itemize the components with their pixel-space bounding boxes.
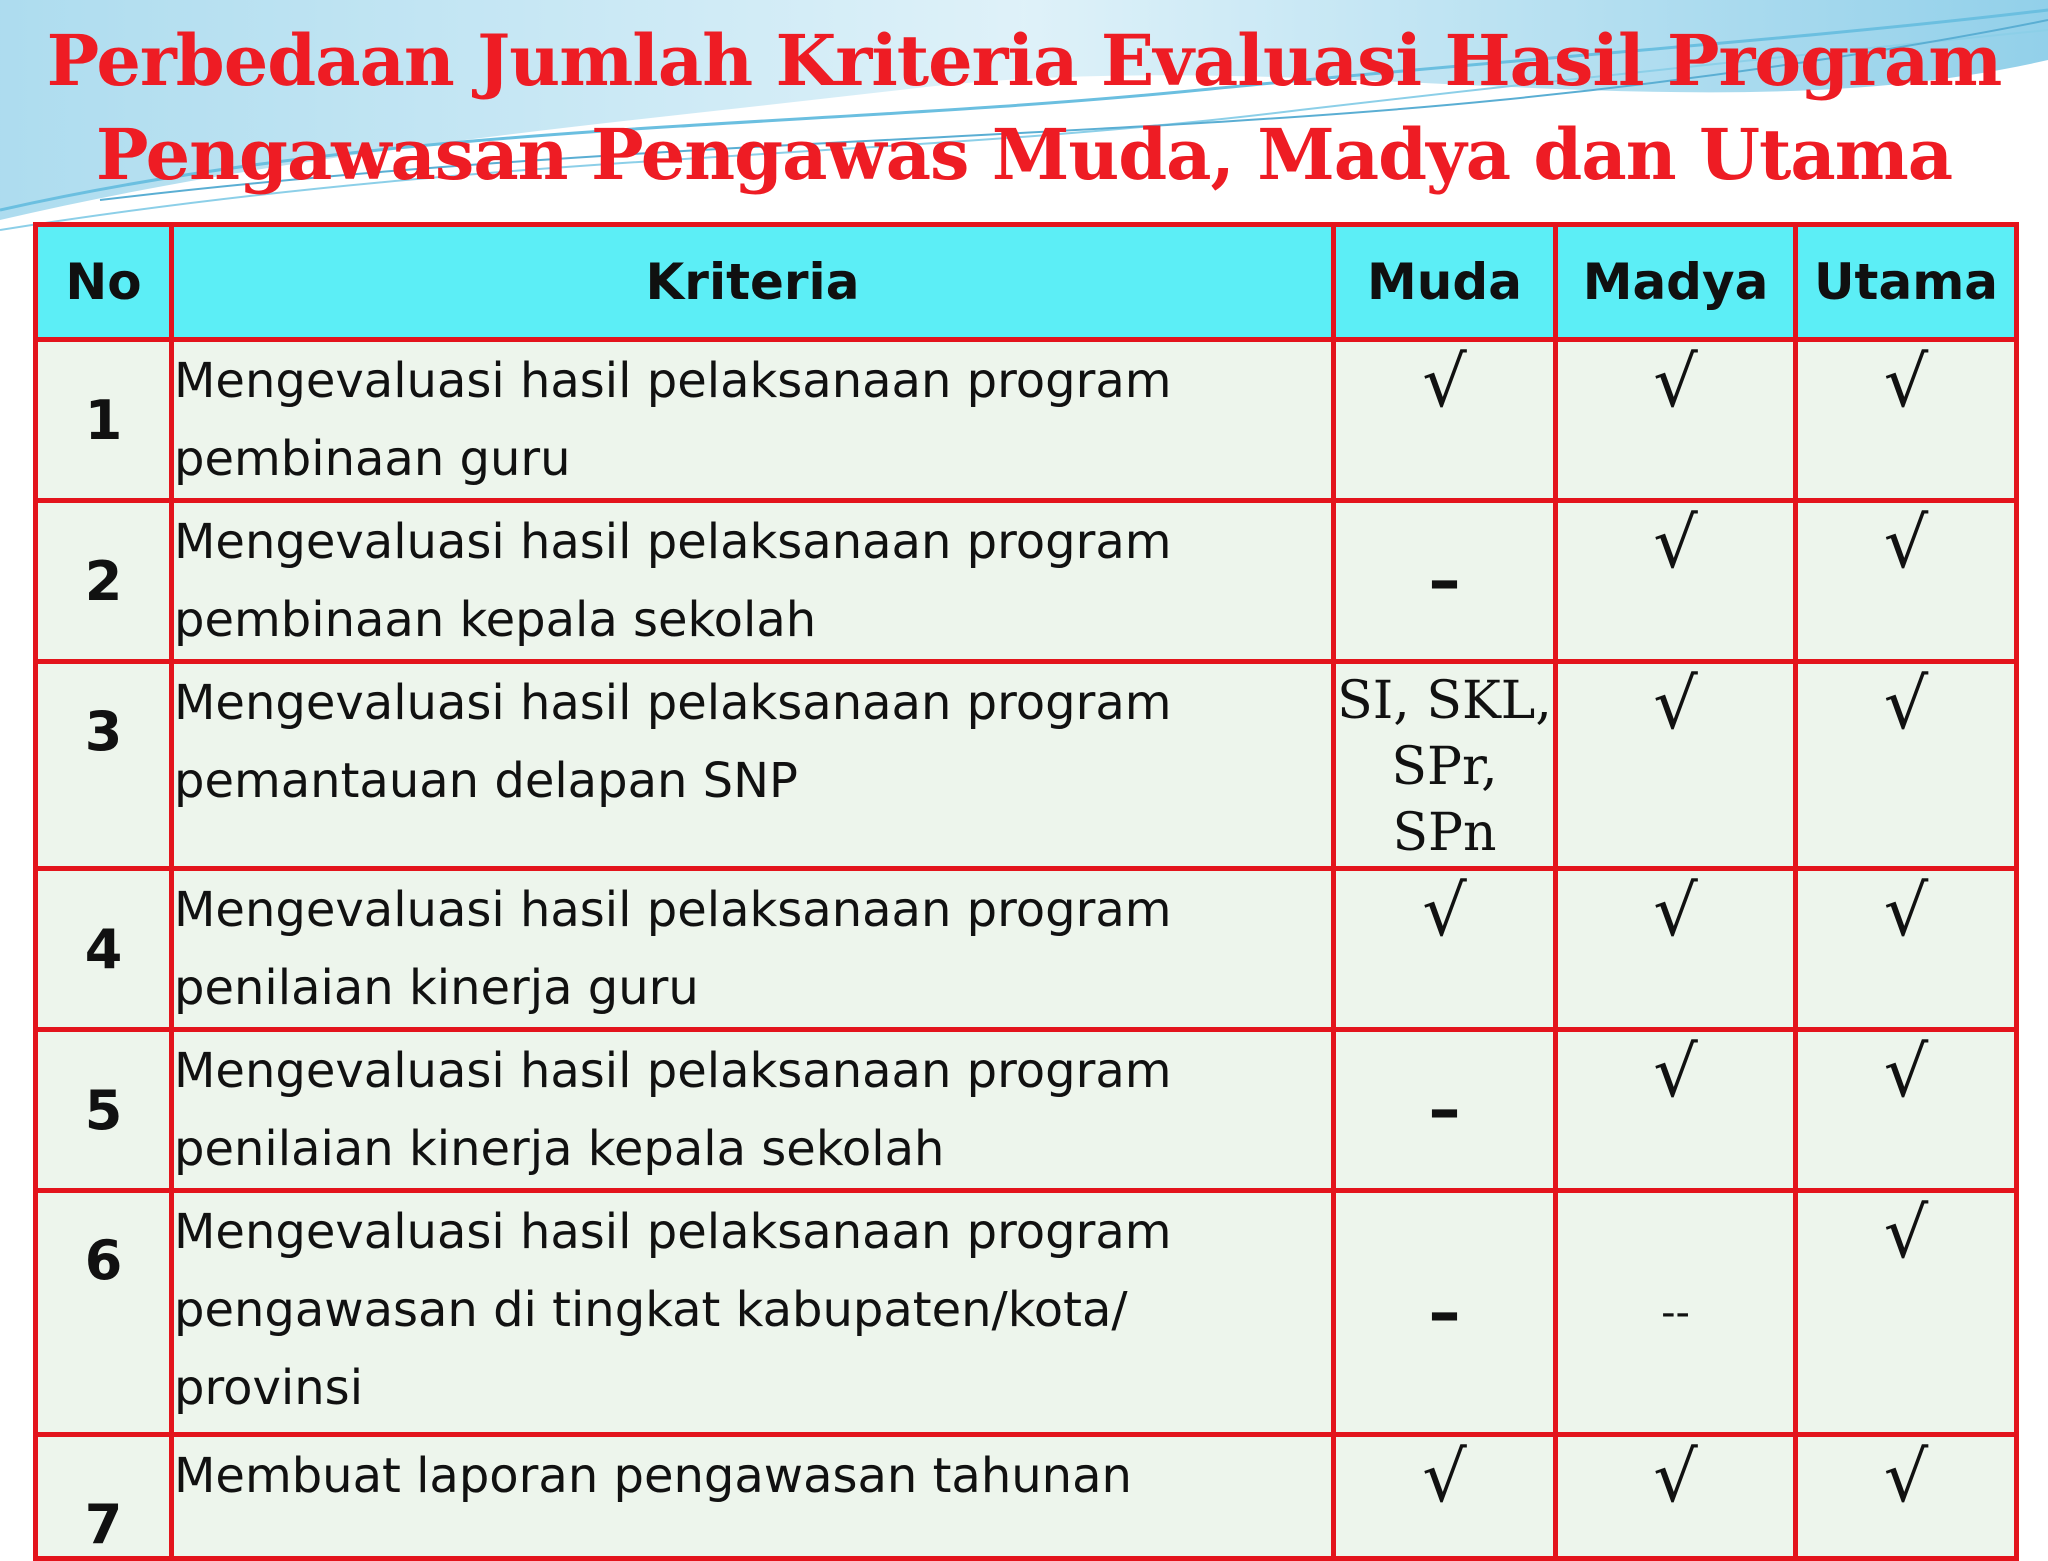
row-number: 1 [36, 340, 172, 501]
criteria-line: Mengevaluasi hasil pelaksanaan program [174, 1043, 1172, 1099]
criteria-line: pemantauan delapan SNP [174, 753, 798, 809]
criteria-text [172, 869, 1334, 1030]
header-muda: Muda [1334, 225, 1556, 340]
utama-check: √ [1796, 501, 2017, 662]
table-row [36, 1435, 2017, 1559]
criteria-text [172, 1030, 1334, 1191]
criteria-line: penilaian kinerja kepala sekolah [174, 1121, 945, 1177]
criteria-line: pengawasan di tingkat kabupaten/kota/ provinsi [174, 1282, 1128, 1416]
criteria-text [172, 1191, 1334, 1435]
table-row [36, 662, 2017, 869]
muda-check: √ [1334, 340, 1556, 501]
slide-title [0, 14, 2048, 202]
criteria-text [172, 340, 1334, 501]
muda-check: √ [1334, 869, 1556, 1030]
utama-check: √ [1796, 1191, 2017, 1435]
criteria-line: Mengevaluasi hasil pelaksanaan program [174, 353, 1172, 409]
table-header-row [36, 225, 2017, 340]
header-kriteria: Kriteria [172, 225, 1334, 340]
utama-check: √ [1796, 869, 2017, 1030]
table-row [36, 1191, 2017, 1435]
muda-check: √ [1334, 1435, 1556, 1559]
row-number: 6 [36, 1191, 172, 1435]
row-number: 4 [36, 869, 172, 1030]
criteria-line: Mengevaluasi hasil pelaksanaan program [174, 675, 1172, 731]
muda-standards-line: SPn [1392, 803, 1497, 863]
criteria-line: Membuat laporan pengawasan tahunan [174, 1448, 1132, 1504]
criteria-line: Mengevaluasi hasil pelaksanaan program [174, 882, 1172, 938]
madya-check: √ [1556, 662, 1796, 869]
muda-standards-line: SI, SKL, [1337, 671, 1552, 731]
table-row [36, 869, 2017, 1030]
criteria-line: Mengevaluasi hasil pelaksanaan program [174, 514, 1172, 570]
row-number: 5 [36, 1030, 172, 1191]
utama-check: √ [1796, 662, 2017, 869]
criteria-line: penilaian kinerja guru [174, 960, 699, 1016]
criteria-text [172, 501, 1334, 662]
criteria-line: pembinaan guru [174, 431, 571, 487]
muda-dash: – [1334, 501, 1556, 662]
header-utama: Utama [1796, 225, 2017, 340]
table-row [36, 1030, 2017, 1191]
title-line-2: Pengawasan Pengawas Muda, Madya dan Utama [95, 113, 1953, 196]
criteria-text [172, 662, 1334, 869]
utama-check: √ [1796, 1030, 2017, 1191]
utama-check: √ [1796, 340, 2017, 501]
row-number: 7 [36, 1435, 172, 1559]
madya-check: √ [1556, 340, 1796, 501]
madya-check: √ [1556, 501, 1796, 662]
table-row [36, 340, 2017, 501]
muda-dash: – [1334, 1191, 1556, 1435]
madya-check: √ [1556, 1030, 1796, 1191]
madya-check: √ [1556, 1435, 1796, 1559]
table-row [36, 501, 2017, 662]
madya-double-dash: -- [1556, 1191, 1796, 1435]
muda-standards [1334, 662, 1556, 869]
criteria-text [172, 1435, 1334, 1559]
header-no: No [36, 225, 172, 340]
muda-standards-line: SPr, [1391, 737, 1498, 797]
muda-dash: – [1334, 1030, 1556, 1191]
madya-check: √ [1556, 869, 1796, 1030]
utama-check: √ [1796, 1435, 2017, 1559]
criteria-table [33, 222, 2019, 1561]
criteria-line: Mengevaluasi hasil pelaksanaan program [174, 1204, 1172, 1260]
title-line-1: Perbedaan Jumlah Kriteria Evaluasi Hasil Program [46, 19, 2002, 102]
header-madya: Madya [1556, 225, 1796, 340]
row-number: 3 [36, 662, 172, 869]
row-number: 2 [36, 501, 172, 662]
criteria-line: pembinaan kepala sekolah [174, 592, 817, 648]
